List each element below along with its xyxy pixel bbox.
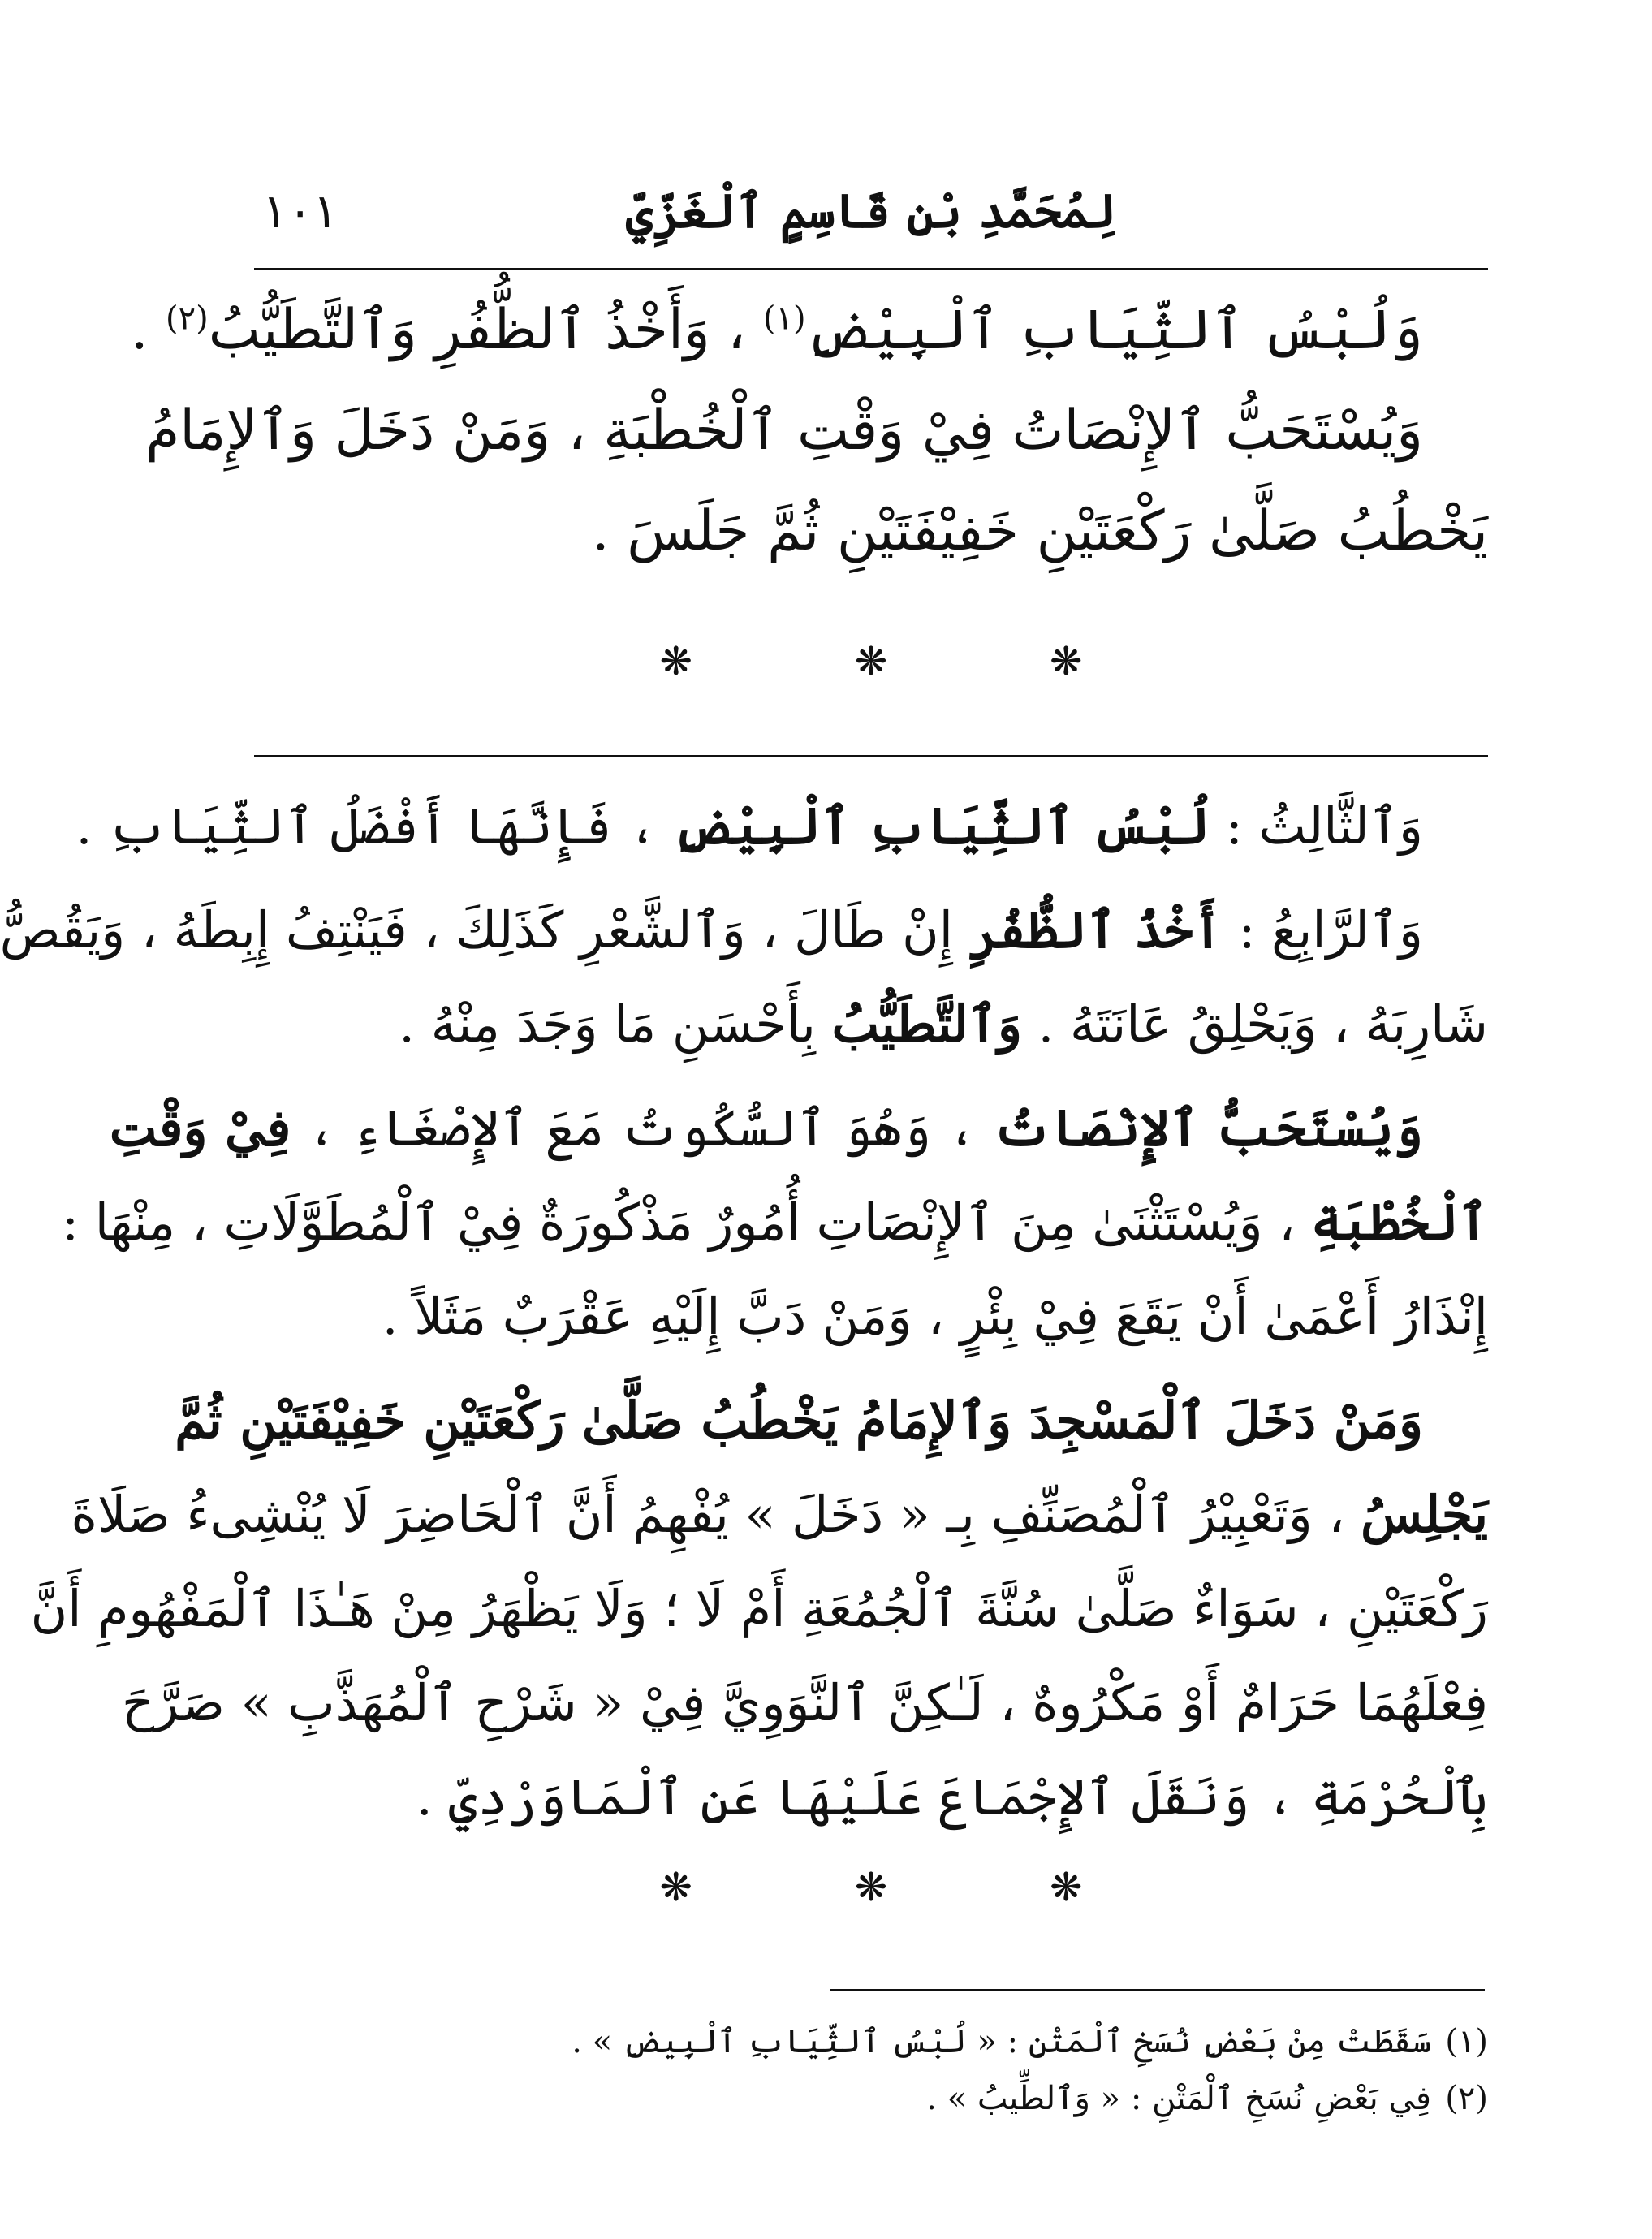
star-ornament: ❋ xyxy=(1050,639,1083,684)
sharh-text-run: وَٱلرَّابِعُ : xyxy=(1222,900,1423,960)
matn-text xyxy=(130,280,1488,582)
header-rule xyxy=(254,268,1488,270)
sharh-line: إِنْذَارُ أَعْمَىٰ أَنْ يَقَعَ فِيْ بِئْرٍ ، وَمَنْ دَبَّ إِلَيْهِ عَقْرَبٌ مَثَلاً . xyxy=(382,1287,1488,1346)
matn-quote: يَجْلِسُ xyxy=(1361,1485,1488,1544)
matn-line-1-start: وَلُبْسُ ٱلثِّيَابِ ٱلْبِيْضِ xyxy=(805,298,1423,362)
footnote-text: سَقَطَتْ مِنْ بَعْضِ نُسَخِ ٱلْمَتْنِ : « لُبْسُ ٱلثِّيَابِ ٱلْبِيضِ » . xyxy=(572,2023,1431,2060)
sharh-text-run: ، فَإِنَّهَا أَفْضَلُ ٱلثِّيَابِ . xyxy=(75,796,674,856)
matn-line-1-mid: ، وَأَخْذُ ٱلظُّفُرِ وَٱلتَّطَيُّبُ xyxy=(208,298,763,362)
page-number: ١٠١ xyxy=(262,183,339,239)
matn-sharh-divider xyxy=(254,755,1488,757)
matn-quote: ٱلْخُطْبَةِ xyxy=(1311,1193,1488,1252)
sharh-paragraph-3 xyxy=(62,1081,1488,1364)
matn-quote: وَٱلتَّطَيُّبُ xyxy=(831,994,1022,1054)
footnotes xyxy=(254,2013,1488,2127)
sharh-text xyxy=(0,779,1488,1844)
star-ornament: ❋ xyxy=(854,1865,888,1910)
footnote-rule xyxy=(830,1989,1485,1991)
star-ornament: ❋ xyxy=(1050,1865,1083,1910)
sharh-text-run: إِنْ طَالَ ، وَٱلشَّعْرِ كَذَلِكَ ، فَيَنْتِفُ إِبِطَهُ ، وَيَقُصُّ xyxy=(0,900,969,960)
sharh-line: بِٱلْحُرْمَةِ ، وَنَقَلَ ٱلإِجْمَاعَ عَلَيْهَا عَنِ ٱلْمَاوَرْدِيِّ . xyxy=(416,1767,1488,1827)
sharh-line xyxy=(75,779,1488,874)
footnote-marker-2: (٢) xyxy=(166,300,209,338)
matn-quote: وَيُسْتَحَبُّ ٱلإِنْصَاتُ xyxy=(992,1098,1423,1158)
section-separator-stars xyxy=(254,625,1488,698)
sharh-text-run: ، وَهُوَ ٱلسُّكُوتُ مَعَ ٱلإِصْغَاءِ ، xyxy=(291,1098,993,1158)
sharh-paragraph-2 xyxy=(0,883,1488,1072)
sharh-text-run: شَارِبَهُ ، وَيَحْلِقُ عَانَتَهُ . xyxy=(1021,994,1488,1054)
matn-line-3: يَخْطُبُ صَلَّىٰ رَكْعَتَيْنِ خَفِيْفَتَيْنِ ثُمَّ جَلَسَ . xyxy=(591,499,1488,563)
header-title: لِمُحَمَّدِ بْنِ قَاسِمٍ ٱلْغَزِّيِّ xyxy=(625,183,1117,239)
sharh-text-run: بِأَحْسَنِ مَا وَجَدَ مِنْهُ . xyxy=(399,994,832,1054)
footnote-number: (١) xyxy=(1445,2023,1488,2060)
sharh-line xyxy=(109,1081,1488,1176)
footnote-text: فِي بَعْضِ نُسَخِ ٱلْمَتْنِ : « وَٱلطِّيبُ » . xyxy=(926,2080,1431,2117)
star-ornament: ❋ xyxy=(659,639,692,684)
sharh-paragraph-4 xyxy=(30,1374,1488,1844)
running-header xyxy=(262,162,1480,252)
matn-quote: لُبْسُ ٱلثِّيَابِ ٱلْبِيْضِ xyxy=(673,796,1210,856)
sharh-text-run: ، وَتَعْبِيْرُ ٱلْمُصَنِّفِ بِـ « دَخَلَ » يُفْهِمُ أَنَّ ٱلْحَاضِرَ لَا يُنْشِىءُ صَلَاةَ xyxy=(71,1485,1361,1544)
sharh-line xyxy=(254,977,1488,1072)
sharh-line xyxy=(71,1468,1488,1562)
footnote-1 xyxy=(254,2013,1488,2070)
footnote-2 xyxy=(254,2070,1488,2127)
star-ornament: ❋ xyxy=(659,1865,692,1910)
sharh-text-run: ، وَيُسْتَثْنَىٰ مِنَ ٱلإِنْصَاتِ أُمُورٌ مَذْكُورَةٌ فِيْ ٱلْمُطَوَّلَاتِ ، مِنْهَا : xyxy=(62,1193,1312,1252)
matn-quote-line: وَمَنْ دَخَلَ ٱلْمَسْجِدَ وَٱلإِمَامُ يَخْطُبُ صَلَّىٰ رَكْعَتَيْنِ خَفِيْفَتَيْنِ ثُمَّ xyxy=(175,1391,1423,1450)
sharh-paragraph-1 xyxy=(75,779,1488,874)
sharh-line: فِعْلَهُمَا حَرَامٌ أَوْ مَكْرُوهٌ ، لَـٰكِنَّ ٱلنَّوَوِيَّ فِيْ « شَرْحِ ٱلْمُهَذَّبِ » صَرَّحَ xyxy=(122,1673,1488,1732)
matn-line-2: وَيُسْتَحَبُّ ٱلإِنْصَاتُ فِيْ وَقْتِ ٱلْخُطْبَةِ ، وَمَنْ دَخَلَ وَٱلإِمَامُ xyxy=(145,399,1423,463)
matn-quote: أَخْذُ ٱلظُّفُرِ xyxy=(968,900,1223,960)
matn-line-1 xyxy=(130,280,1488,381)
sharh-text-run: وَٱلثَّالِثُ : xyxy=(1210,796,1423,856)
section-separator-stars xyxy=(254,1851,1488,1924)
sharh-line xyxy=(0,883,1488,977)
sharh-line: رَكْعَتَيْنِ ، سَوَاءٌ صَلَّىٰ سُنَّةَ ٱلْجُمُعَةِ أَمْ لَا ؛ وَلَا يَظْهَرُ مِنْ هَـٰذَا ٱلْمَفْهُومِ أَنَّ xyxy=(30,1579,1488,1638)
footnote-number: (٢) xyxy=(1445,2080,1488,2117)
matn-line-1-end: . xyxy=(130,298,166,362)
sharh-line xyxy=(62,1176,1488,1270)
star-ornament: ❋ xyxy=(854,639,888,684)
matn-quote: فِيْ وَقْتِ xyxy=(109,1098,291,1158)
footnote-marker-1: (١) xyxy=(762,300,806,338)
